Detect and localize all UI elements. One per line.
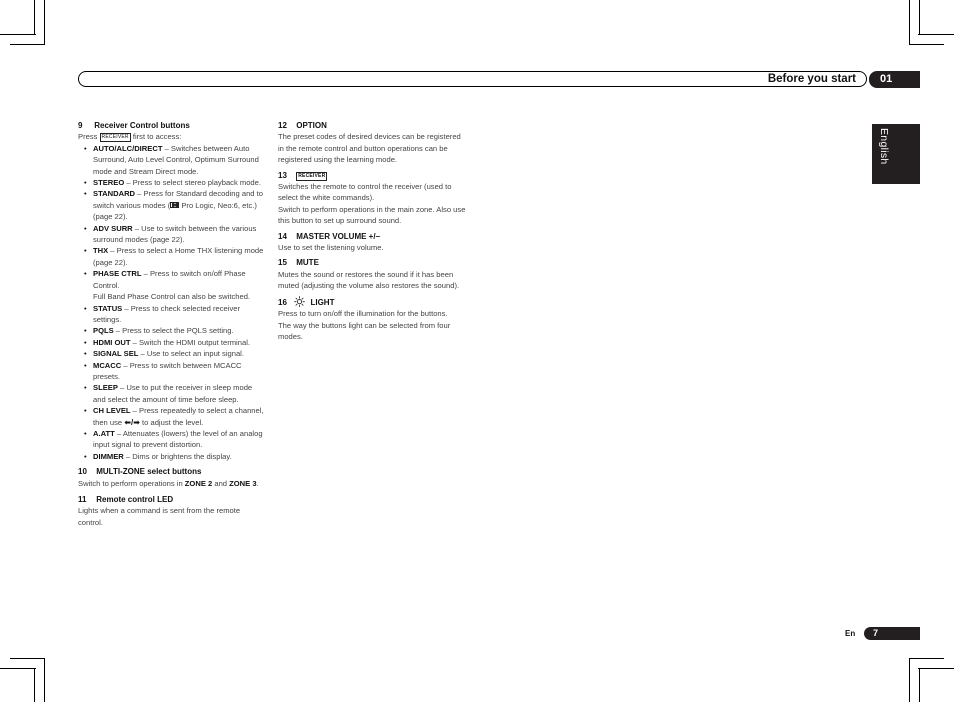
item-text: – Press to switch between MCACC presets.	[93, 360, 242, 381]
section-text: Mutes the sound or restores the sound if it has been muted (adjusting the volume also restores the sound).	[278, 269, 460, 291]
item-text: – Press repeatedly to select a channel, then use	[93, 406, 264, 427]
list-item	[78, 303, 266, 326]
item-key: MCACC	[93, 360, 122, 370]
crop-mark	[909, 44, 944, 45]
section-heading-text: LIGHT	[310, 297, 335, 307]
section-number: 16	[278, 297, 287, 307]
intro-text	[78, 131, 266, 142]
item-text: – Press to check selected receiver settings.	[93, 303, 241, 324]
section-text: Switches the remote to control the receiver (used to select the white commands).	[278, 182, 452, 203]
section-text: The way the buttons light can be selected from four modes.	[278, 320, 451, 341]
intro-pre: Press	[78, 132, 98, 142]
section-number: 9	[78, 121, 83, 130]
section-text: Press to turn on/off the illumination for the buttons.	[278, 309, 448, 319]
item-text: – Use to select an input signal.	[138, 349, 244, 359]
section-text: The preset codes of desired devices can be registered in the remote control and button operations can be registered using the learning mode.	[278, 132, 461, 165]
zone3-label: ZONE 3	[229, 478, 257, 488]
section-number: 12	[278, 121, 287, 130]
item-key: SIGNAL SEL	[93, 349, 139, 359]
section-heading	[78, 466, 266, 477]
section-heading	[278, 120, 466, 131]
section-number: 13	[278, 170, 287, 180]
list-item	[78, 223, 266, 246]
section-number: 10	[78, 467, 87, 477]
text-mid: and	[212, 478, 230, 488]
section-number: 11	[78, 495, 87, 504]
section-text: Use to set the listening volume.	[278, 243, 384, 253]
crop-mark	[909, 658, 910, 702]
section-heading	[78, 120, 266, 131]
section-heading-text: Remote control LED	[96, 495, 174, 504]
item-key: AUTO/ALC/DIRECT	[93, 143, 163, 153]
crop-mark	[919, 668, 920, 702]
arrow-left-right-icon: ⬅/➡	[124, 417, 140, 427]
right-column	[278, 120, 466, 342]
header-bar	[78, 71, 867, 87]
crop-mark	[909, 658, 944, 659]
section-heading-text: MUTE	[296, 258, 319, 268]
item-text: – Press to select stereo playback mode.	[124, 178, 261, 188]
item-key: CH LEVEL	[93, 406, 131, 416]
list-item	[78, 143, 266, 177]
list-item	[78, 451, 266, 462]
list-item	[78, 428, 266, 451]
section-heading-text: MASTER VOLUME +/–	[296, 231, 381, 241]
list-item	[78, 360, 266, 383]
list-item	[78, 382, 266, 405]
section-heading-text: Receiver Control buttons	[94, 121, 190, 130]
section-number: 14	[278, 231, 287, 241]
crop-mark	[44, 0, 45, 44]
crop-mark	[10, 44, 45, 45]
crop-mark	[44, 658, 45, 702]
list-item	[78, 337, 266, 348]
item-text: – Press to select a Home THX listening mode (page 22).	[93, 246, 264, 267]
receiver-button-icon: RECEIVER	[101, 134, 129, 141]
item-key: HDMI OUT	[93, 337, 131, 347]
zone2-label: ZONE 2	[184, 478, 213, 488]
item-extra: Full Band Phase Control can also be switched.	[93, 292, 251, 302]
crop-mark	[909, 0, 910, 44]
item-text: – Press to select the PQLS setting.	[113, 326, 234, 336]
crop-mark	[919, 0, 920, 34]
section-heading	[78, 494, 266, 505]
section-title: Before you start	[767, 73, 856, 85]
list-item	[78, 177, 266, 188]
text-pre: Switch to perform operations in	[78, 478, 185, 488]
section-text: Switch to perform operations in the main zone. Also use this button to set up surround sound.	[278, 204, 466, 226]
text-post: .	[256, 478, 259, 488]
item-key: SLEEP	[93, 383, 118, 393]
item-key: STATUS	[93, 303, 123, 313]
receiver-button-icon: RECEIVER	[298, 172, 326, 179]
list-item	[78, 325, 266, 336]
list-item	[78, 188, 266, 222]
list-item	[78, 268, 266, 302]
crop-mark	[10, 658, 45, 659]
item-key: ADV SURR	[93, 223, 133, 233]
section-number: 15	[278, 258, 287, 268]
item-text: – Switches between Auto Surround, Auto Level Control, Optimum Surround mode and Stream Direct mode.	[93, 143, 259, 176]
chapter-number: 01	[869, 71, 920, 88]
section-heading-text: OPTION	[296, 121, 327, 130]
list-item	[78, 405, 266, 428]
section-heading-text: MULTI-ZONE select buttons	[96, 467, 202, 477]
item-key: A.ATT	[93, 428, 115, 438]
item-key: STEREO	[93, 178, 125, 188]
language-label: English	[878, 128, 890, 165]
crop-mark	[0, 668, 36, 669]
crop-mark	[0, 34, 36, 35]
crop-mark	[34, 668, 35, 702]
section-heading	[278, 296, 466, 308]
item-key: PHASE CTRL	[93, 269, 142, 279]
section-heading	[278, 231, 466, 242]
section-text: Lights when a command is sent from the remote control.	[78, 506, 241, 527]
section-text	[78, 478, 266, 489]
dolby-icon	[170, 202, 179, 208]
crop-mark	[918, 34, 954, 35]
item-text: – Switch the HDMI output terminal.	[130, 337, 250, 347]
section-heading	[278, 257, 466, 268]
list-item	[78, 245, 266, 268]
item-text: – Press for Standard decoding and to switch various modes (	[93, 189, 263, 210]
item-text: – Press to switch on/off Phase Control.	[93, 269, 246, 290]
item-key: PQLS	[93, 326, 114, 336]
item-text: – Use to switch between the various surround modes (page 22).	[93, 223, 257, 245]
item-key: STANDARD	[93, 189, 136, 199]
crop-mark	[34, 0, 35, 34]
item-key: THX	[93, 246, 109, 256]
light-bulb-icon	[294, 296, 305, 307]
item-text-tail: to adjust the level.	[142, 417, 204, 427]
left-column	[78, 120, 266, 528]
item-text: – Dims or brightens the display.	[123, 451, 232, 461]
crop-mark	[918, 668, 954, 669]
section-heading	[278, 170, 466, 181]
list-item	[78, 348, 266, 359]
page-number: 7	[864, 627, 920, 640]
item-text-tail: Pro Logic, Neo:6, etc.) (page 22).	[93, 200, 257, 222]
item-text: – Use to put the receiver in sleep mode and select the amount of time before sleep.	[93, 383, 253, 404]
item-text: – Attenuates (lowers) the level of an analog input signal to prevent distortion.	[93, 428, 263, 450]
footer-language: En	[845, 629, 856, 638]
intro-post: first to access:	[132, 132, 182, 142]
button-list	[78, 143, 266, 462]
item-key: DIMMER	[93, 451, 124, 461]
